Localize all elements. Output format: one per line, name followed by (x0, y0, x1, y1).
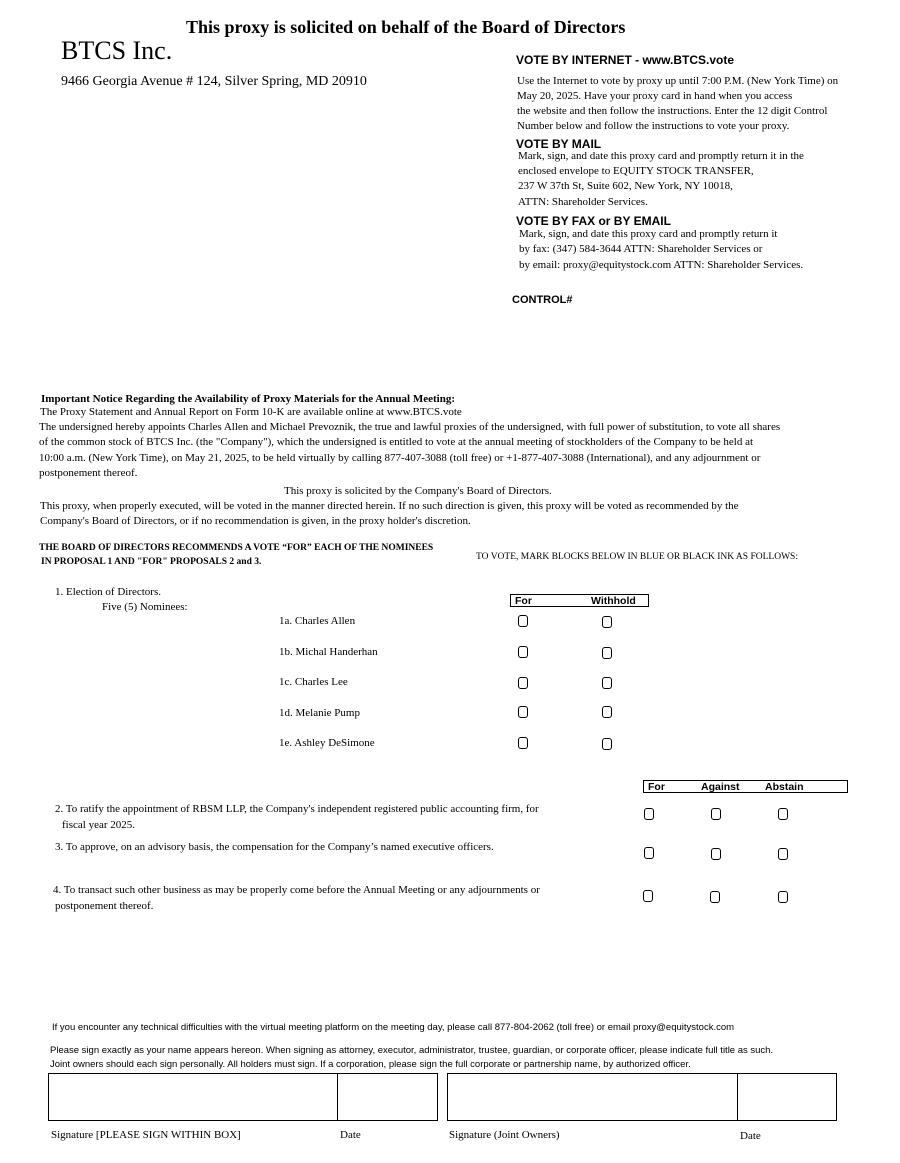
signing-instructions: Please sign exactly as your name appears hereon. When signing as attorney, executor, administrator, trustee, guardian, or corporate officer, please indicate full title as such. (50, 1045, 774, 1056)
vote-mail-line: 237 W 37th St, Suite 602, New York, NY 10018, (518, 180, 733, 192)
column-withhold: Withhold (591, 595, 636, 607)
vote-mail-heading: VOTE BY MAIL (516, 137, 602, 151)
technical-difficulties-note: If you encounter any technical difficulties with the virtual meeting platform on the meeting day, please call 877-804-2062 (toll free) or email proxy@equitystock.com (52, 1022, 735, 1033)
column-for: For (648, 781, 665, 793)
for-withhold-header (510, 594, 649, 607)
vote-internet-heading: VOTE BY INTERNET - www.BTCS.vote (516, 53, 735, 67)
proposal-4-abstain-checkbox[interactable] (778, 891, 788, 903)
proposal-2-text: fiscal year 2025. (62, 819, 135, 831)
proposal-4-text: postponement thereof. (55, 900, 154, 912)
joint-signature-label: Signature (Joint Owners) (449, 1129, 560, 1141)
nominee-withhold-checkbox[interactable] (602, 677, 612, 689)
proposal-2-abstain-checkbox[interactable] (778, 808, 788, 820)
vote-mail-line: enclosed envelope to EQUITY STOCK TRANSFER, (518, 165, 754, 177)
vote-fax-email-heading: VOTE BY FAX or BY EMAIL (516, 214, 671, 228)
vote-instruction: TO VOTE, MARK BLOCKS BELOW IN BLUE OR BLACK INK AS FOLLOWS: (476, 552, 798, 562)
vote-fax-email-line: by fax: (347) 584-3644 ATTN: Shareholder Services or (519, 243, 763, 255)
proposal-3-against-checkbox[interactable] (711, 848, 721, 860)
notice-heading: Important Notice Regarding the Availability of Proxy Materials for the Annual Meeting: (41, 393, 455, 405)
nominee-for-checkbox[interactable] (518, 646, 528, 658)
solicited-by-text: This proxy is solicited by the Company's Board of Directors. (284, 485, 552, 497)
joint-date-label: Date (740, 1130, 761, 1142)
company-name: BTCS Inc. (61, 36, 173, 65)
proposal-3-abstain-checkbox[interactable] (778, 848, 788, 860)
nominee-withhold-checkbox[interactable] (602, 616, 612, 628)
nominee-for-checkbox[interactable] (518, 737, 528, 749)
date-label: Date (340, 1129, 361, 1141)
date-box[interactable] (337, 1073, 438, 1121)
appointment-text: 10:00 a.m. (New York Time), on May 21, 2025, to be held virtually by calling 877-407-3088 (toll free) or +1-877-407-3088 (International), and any adjournment or (39, 452, 761, 464)
company-address: 9466 Georgia Avenue # 124, Silver Spring, MD 20910 (61, 74, 367, 89)
proposal-1-subtitle: Five (5) Nominees: (102, 601, 188, 613)
appointment-text: The undersigned hereby appoints Charles Allen and Michael Prevoznik, the true and lawful proxies of the undersigned, with full power of substitution, to vote all shares (39, 421, 781, 433)
vote-internet-line: May 20, 2025. Have your proxy card in hand when you access (517, 90, 793, 102)
nominee-withhold-checkbox[interactable] (602, 706, 612, 718)
joint-date-box[interactable] (737, 1073, 837, 1121)
signature-box[interactable] (48, 1073, 338, 1121)
nominee-for-checkbox[interactable] (518, 677, 528, 689)
solicitation-banner: This proxy is solicited on behalf of the Board of Directors (186, 17, 626, 37)
proposal-4-against-checkbox[interactable] (710, 891, 720, 903)
column-abstain: Abstain (765, 781, 804, 793)
vote-mail-line: Mark, sign, and date this proxy card and promptly return it in the (518, 150, 804, 162)
proposal-3-text: 3. To approve, on an advisory basis, the compensation for the Company’s named executive officers. (55, 841, 494, 853)
joint-signature-box[interactable] (447, 1073, 738, 1121)
signature-label: Signature [PLEASE SIGN WITHIN BOX] (51, 1129, 241, 1141)
nominee-label: 1a. Charles Allen (279, 615, 356, 627)
proposal-4-for-checkbox[interactable] (643, 890, 653, 902)
recommendation-line: IN PROPOSAL 1 AND "FOR" PROPOSALS 2 and 3. (41, 557, 262, 567)
column-against: Against (701, 781, 740, 793)
nominee-for-checkbox[interactable] (518, 615, 528, 627)
vote-fax-email-line: Mark, sign, and date this proxy card and promptly return it (519, 228, 778, 240)
nominee-withhold-checkbox[interactable] (602, 647, 612, 659)
nominee-label: 1c. Charles Lee (279, 676, 348, 688)
nominee-withhold-checkbox[interactable] (602, 738, 612, 750)
nominee-for-checkbox[interactable] (518, 706, 528, 718)
appointment-text: postponement thereof. (39, 467, 138, 479)
execution-text: Company's Board of Directors, or if no recommendation is given, in the proxy holder's discretion. (40, 515, 471, 527)
vote-fax-email-line: by email: proxy@equitystock.com ATTN: Shareholder Services. (519, 259, 804, 271)
signing-instructions: Joint owners should each sign personally. All holders must sign. If a corporation, please sign the full corporate or partnership name, by authorized officer. (50, 1059, 691, 1070)
control-number-label: CONTROL# (512, 294, 573, 306)
column-for: For (515, 595, 532, 607)
notice-availability: The Proxy Statement and Annual Report on Form 10-K are available online at www.BTCS.vote (40, 406, 462, 418)
proposal-4-text: 4. To transact such other business as may be properly come before the Annual Meeting or any adjournments or (53, 884, 540, 896)
appointment-text: of the common stock of BTCS Inc. (the "Company"), which the undersigned is entitled to vote at the annual meeting of stockholders of the Company to be held at (39, 436, 754, 448)
proposal-2-for-checkbox[interactable] (644, 808, 654, 820)
for-against-abstain-header (643, 780, 848, 793)
vote-mail-line: ATTN: Shareholder Services. (518, 196, 648, 208)
recommendation-line: THE BOARD OF DIRECTORS RECOMMENDS A VOTE “FOR” EACH OF THE NOMINEES (39, 543, 434, 553)
vote-internet-line: Number below and follow the instructions to vote your proxy. (517, 120, 790, 132)
nominee-label: 1e. Ashley DeSimone (279, 737, 375, 749)
proposal-2-text: 2. To ratify the appointment of RBSM LLP, the Company's independent registered public accounting firm, for (55, 803, 539, 815)
execution-text: This proxy, when properly executed, will be voted in the manner directed herein. If no such direction is given, this proxy will be voted as recommended by the (40, 500, 739, 512)
nominee-label: 1d. Melanie Pump (279, 707, 360, 719)
vote-internet-line: Use the Internet to vote by proxy up until 7:00 P.M. (New York Time) on (517, 75, 839, 87)
proposal-2-against-checkbox[interactable] (711, 808, 721, 820)
nominee-label: 1b. Michal Handerhan (279, 646, 378, 658)
proposal-3-for-checkbox[interactable] (644, 847, 654, 859)
vote-internet-line: the website and then follow the instructions. Enter the 12 digit Control (517, 105, 828, 117)
proposal-1-title: 1. Election of Directors. (55, 586, 161, 598)
